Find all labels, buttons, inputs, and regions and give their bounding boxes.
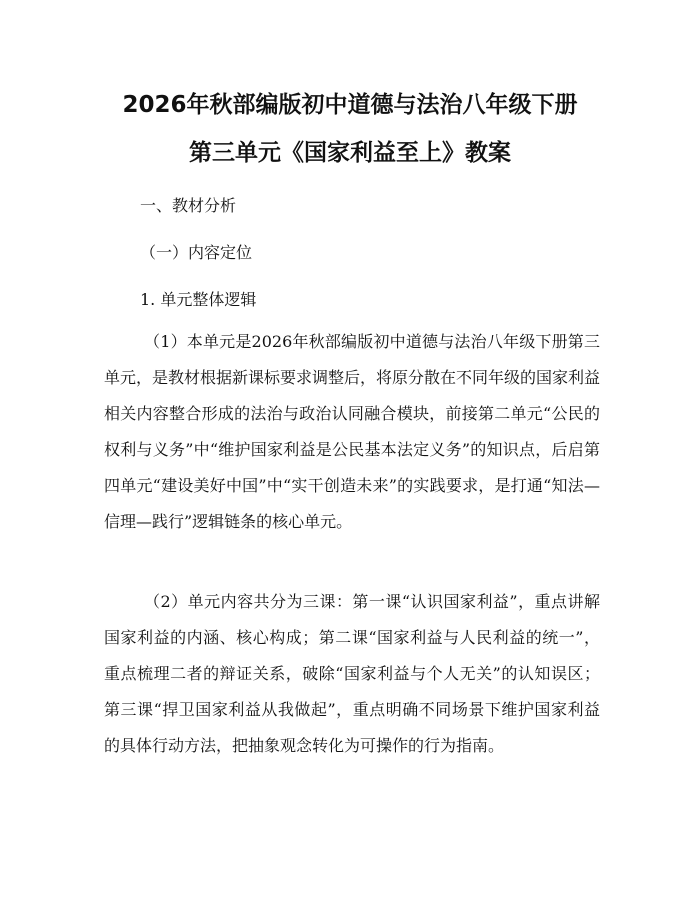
- body-paragraph-2: （2）单元内容共分为三课：第一课“认识国家利益”，重点讲解国家利益的内涵、核心构成；第二课“国家利益与人民利益的统一”，重点梳理二者的辩证关系，破除“国家利益与个人无关”的认知误区；第三课“捍卫国家利益从我做起”，重点明确不同场景下维护国家利益的具体行动方法，把抽象观念转化为可操作的行为指南。: [104, 592, 600, 755]
- document-title-line-2: 第三单元《国家利益至上》教案: [189, 140, 511, 166]
- section-heading-textbook-analysis: 一、教材分析: [140, 196, 237, 215]
- subsection-heading-unit-logic: 1. 单元整体逻辑: [140, 290, 257, 309]
- subsection-heading-content-positioning: （一）内容定位: [140, 243, 253, 262]
- body-paragraph-1: （1）本单元是2026年秋部编版初中道德与法治八年级下册第三单元，是教材根据新课标要求调整后，将原分散在不同年级的国家利益相关内容整合形成的法治与政治认同融合模块，前接第二单元“公民的权利与义务”中“维护国家利益是公民基本法定义务”的知识点，后启第四单元“建设美好中国”中“实干创造未来”的实践要求，是打通“知法—信理—践行”逻辑链条的核心单元。: [104, 332, 601, 531]
- document-title-line-1: 2026年秋部编版初中道德与法治八年级下册: [122, 92, 578, 118]
